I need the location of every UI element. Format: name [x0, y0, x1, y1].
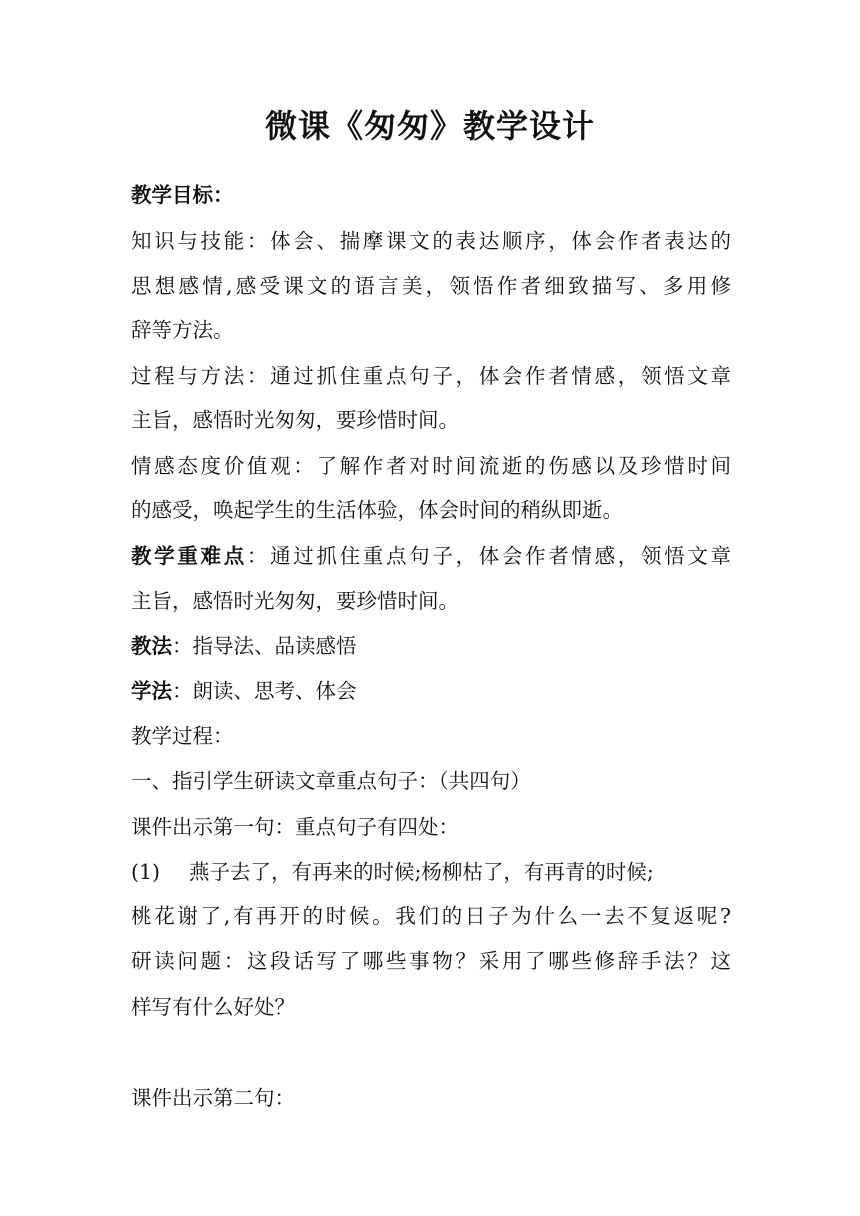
- item-1-line-2: 桃花谢了,有再开的时候。我们的日子为什么一去不复返呢?: [131, 904, 731, 928]
- process-line-2: 主旨，感悟时光匆匆，要珍惜时间。: [131, 408, 459, 432]
- key-points-text: ：通过抓住重点句子，体会作者情感，领悟文章: [246, 544, 732, 568]
- process-heading: 教学过程：: [131, 724, 234, 748]
- slide-2-intro: 课件出示第二句：: [131, 1086, 295, 1110]
- process-line-1: 过程与方法：通过抓住重点句子，体会作者情感，领悟文章: [131, 364, 731, 388]
- learning-method-line: [131, 676, 731, 706]
- teaching-method-text: ：指导法、品读感悟: [172, 634, 357, 658]
- slide-1-intro: 课件出示第一句：重点句子有四处：: [131, 815, 459, 839]
- key-points-line-2: 主旨，感悟时光匆匆，要珍惜时间。: [131, 589, 459, 613]
- key-points-line-1: [131, 541, 731, 571]
- emotion-line-1: 情感态度价值观：了解作者对时间流逝的伤感以及珍惜时间: [131, 454, 731, 478]
- document-title: 微课《匆匆》教学设计: [264, 107, 595, 145]
- teaching-method-line: [131, 631, 731, 661]
- knowledge-line-3: 辞等方法。: [131, 318, 234, 342]
- teaching-method-label: 教法: [131, 634, 172, 658]
- knowledge-line-2: 思想感情,感受课文的语言美，领悟作者细致描写、多用修: [131, 274, 731, 298]
- item-1-text: 燕子去了，有再来的时候;杨柳枯了，有再青的时候;: [189, 860, 654, 884]
- question-line-1: 研读问题：这段话写了哪些事物？采用了哪些修辞手法？这: [131, 949, 731, 973]
- emotion-line-2: 的感受，唤起学生的生活体验，体会时间的稍纵即逝。: [131, 498, 623, 522]
- objectives-heading: 教学目标：: [131, 183, 234, 207]
- knowledge-line-1: 知识与技能：体会、揣摩课文的表达顺序，体会作者表达的: [131, 229, 731, 253]
- learning-method-text: ：朗读、思考、体会: [172, 679, 357, 703]
- learning-method-label: 学法: [131, 679, 172, 703]
- section-1-heading: 一、指引学生研读文章重点句子：（共四句）: [131, 769, 531, 793]
- key-points-label: 教学重难点: [131, 544, 247, 568]
- item-1-number: (1): [131, 860, 161, 884]
- question-line-2: 样写有什么好处？: [131, 995, 295, 1019]
- item-1-line-1: [131, 857, 731, 887]
